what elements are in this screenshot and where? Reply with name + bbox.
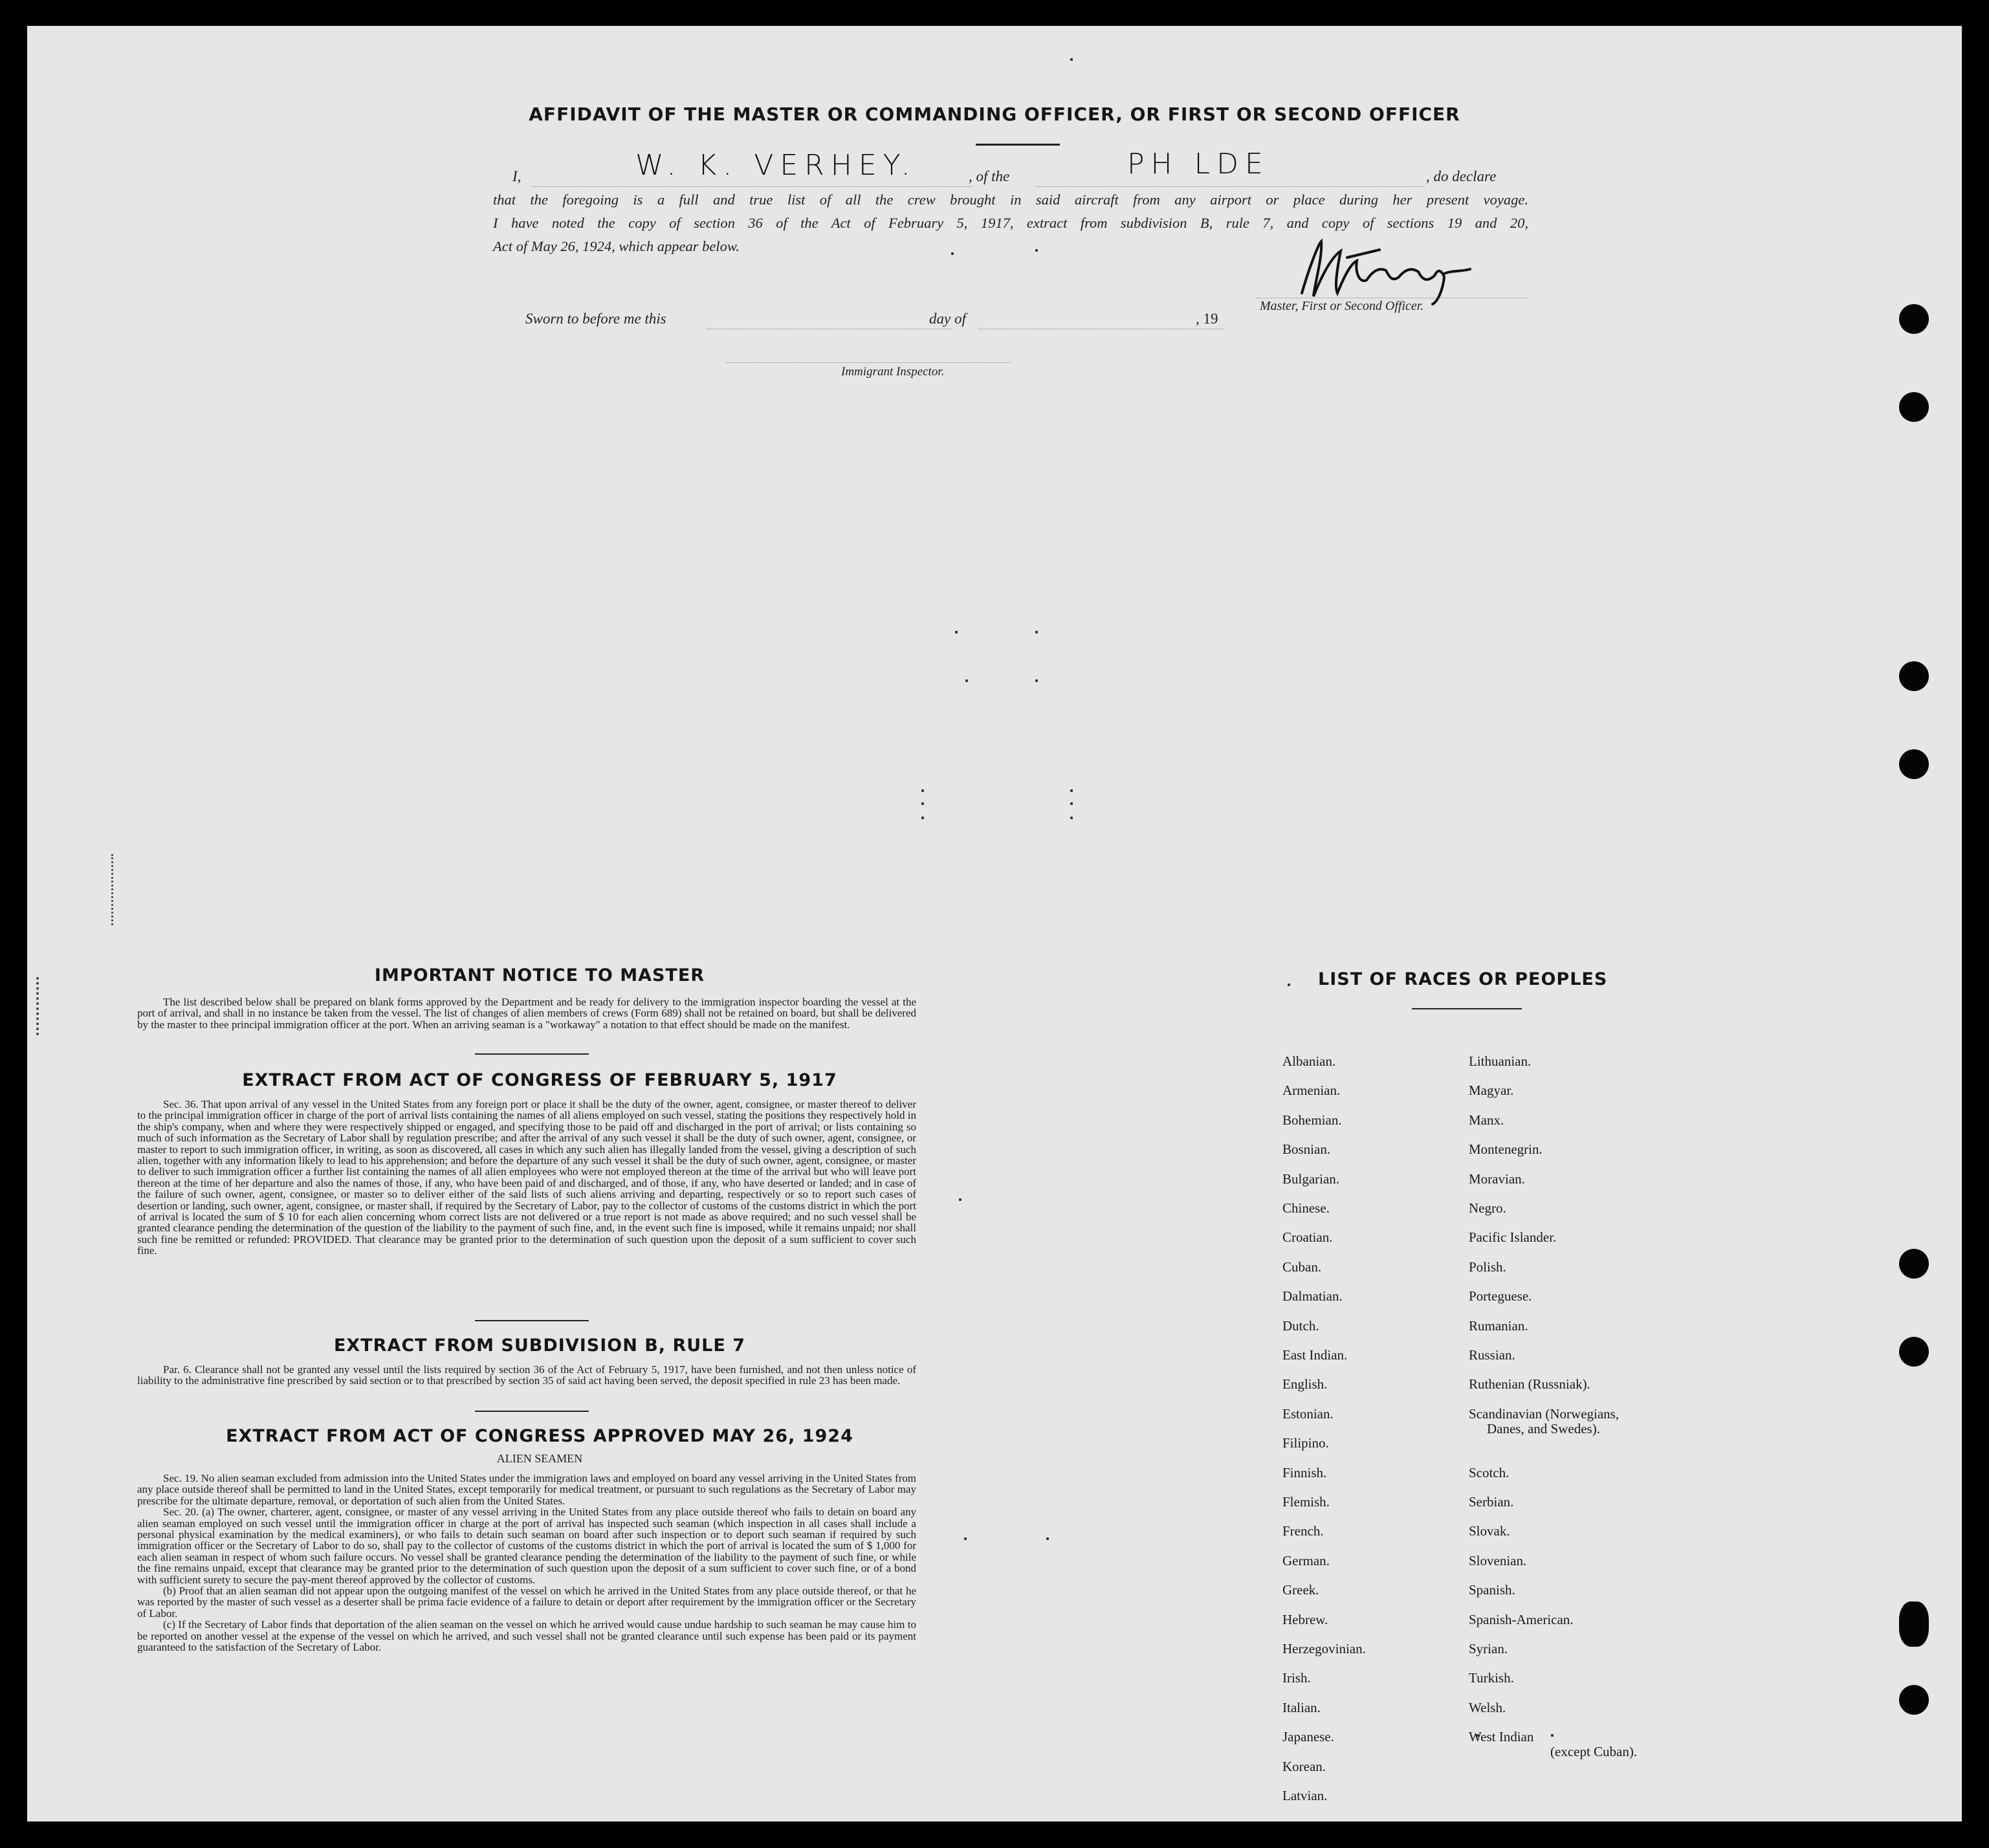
race-item: Dalmatian. (1282, 1288, 1343, 1304)
extract-1924-body (137, 1473, 916, 1653)
race-item: Dutch. (1282, 1317, 1319, 1334)
race-item: Rumanian. (1469, 1317, 1528, 1334)
speck (1070, 817, 1073, 819)
extract-1924-title: EXTRACT FROM ACT OF CONGRESS APPROVED MAY 26, 1924 (226, 1426, 853, 1446)
extract-1917-body: Sec. 36. That upon arrival of any vessel in the United States from any foreign port or place it shall be the duty of the owner, agent, consignee, or master thereof to deliver to the principal immigration officer in charge of the port of arrival lists containing the names of all aliens employed on such vessel, stating the positions they respectively hold in the ship's company, when and where they were respectively shipped or engaged, and specifying those to be paid off and discharged in the port of arrival; or lists containing so much of such information as the Secretary of Labor shall by regulation prescribe; and after the arrival of any such vessel it shall be the duty of such owner, agent, consignee, or master to report to such immigration officer, in writing, as soon as discovered, all cases in which any such alien has illegally landed from the vessel, giving a description of such alien, together with any information likely to lead to his apprehension; and before the departure of any such vessel it shall be the duty of such owner, agent, consignee, or master to deliver to such immigration officer a further list containing the names of all alien employees who were not employed thereon at the time of the arrival but who will leave port thereon at the time of her departure and also the names of those, if any, who have been paid of and discharged, and of those, if any, who have deserted or landed; and in case of the failure of such owner, agent, consignee, or master so to deliver either of the said lists of such aliens arriving and departing, respectively or so to report such cases of desertion or landing, such owner, agent, consignee, or master shall, if required by the Secretary of Labor, pay to the collector of customs of the customs district in which the port of arrival is located the sum of $ 10 for each alien concerning whom correct lists are not delivered or a true report is not made as above required; and no such vessel shall be granted clearance pending the determination of the question of the liability to the payment of such fine, and, in the event such fine is imposed, while it remains unpaid; nor shall such fine be remitted or refunded: PROVIDED. That clearance may be granted prior to the determination of such question upon the deposit of a sum sufficient to cover such fine. (137, 1098, 916, 1257)
race-item: Scandinavian (Norwegians, (1469, 1405, 1620, 1422)
alien-seamen-subtitle: ALIEN SEAMEN (496, 1452, 583, 1465)
race-item: West Indian (1469, 1729, 1534, 1745)
race-item: Filipino. (1282, 1435, 1329, 1451)
subdivision-b-divider (475, 1411, 589, 1412)
punch-hole (1899, 1249, 1929, 1279)
sec-19-paragraph: Sec. 19. No alien seaman excluded from admission into the United States under the immigration laws and employed on board any vessel arriving in the United States from any place outside thereof shall be permitted to land in the United States, except temporarily for medical treatment, or pursuant to such regulations as the Secretary of Labor may prescribe for the ultimate departure, removal, or deportation of such alien from the United States. (137, 1472, 916, 1507)
year-label: , 19 (1196, 311, 1218, 327)
race-item: Lithuanian. (1469, 1053, 1532, 1069)
speck (921, 802, 924, 805)
aircraft-line (1037, 186, 1425, 187)
race-item: Welsh. (1469, 1699, 1506, 1715)
race-item: Herzegovinian. (1282, 1641, 1366, 1656)
race-item: Armenian. (1282, 1083, 1341, 1099)
of-the-label: , of the (969, 168, 1010, 184)
speck (964, 1537, 967, 1540)
race-item: Ruthenian (Russniak). (1469, 1376, 1590, 1392)
race-item: Moravian. (1469, 1171, 1525, 1187)
speck (1046, 1537, 1049, 1540)
punch-hole (1899, 661, 1929, 691)
race-item: Spanish-American. (1469, 1611, 1574, 1627)
race-item: Polish. (1469, 1259, 1506, 1275)
speck (1070, 58, 1073, 61)
affidavit-title: AFFIDAVIT OF THE MASTER OR COMMANDING OFFICER, OR FIRST OR SECOND OFFICER (529, 104, 1460, 125)
races-divider (1412, 1008, 1522, 1009)
race-item: Croatian. (1282, 1229, 1333, 1246)
day-of-label: day of (929, 311, 966, 327)
notice-divider (475, 1053, 589, 1055)
race-item: Manx. (1469, 1112, 1504, 1128)
i-label: I, (512, 168, 522, 184)
race-item: Syrian. (1469, 1641, 1508, 1656)
race-item: Chinese. (1282, 1200, 1330, 1216)
race-item: Scotch. (1469, 1464, 1510, 1480)
speck (921, 789, 924, 792)
race-item: Greek. (1282, 1582, 1319, 1598)
race-item: Japanese. (1282, 1729, 1334, 1745)
name-line (532, 186, 972, 187)
margin-mark (36, 977, 58, 1035)
race-item: Turkish. (1469, 1670, 1514, 1686)
race-item: English. (1282, 1376, 1328, 1392)
speck (959, 1198, 962, 1201)
race-item: Pacific Islander. (1469, 1229, 1557, 1246)
speck (951, 252, 954, 255)
races-title: LIST OF RACES OR PEOPLES (1318, 969, 1608, 989)
punch-hole (1899, 392, 1929, 422)
speck (1070, 802, 1073, 805)
race-item: Irish. (1282, 1670, 1311, 1686)
margin-mark (111, 854, 117, 925)
speck (1070, 789, 1073, 792)
inspector-label: Immigrant Inspector. (841, 365, 945, 379)
punch-hole (1899, 304, 1929, 334)
punch-hole (1899, 1337, 1929, 1367)
speck (1288, 984, 1290, 986)
punch-hole (1899, 1601, 1929, 1647)
race-item: (except Cuban). (1550, 1743, 1638, 1759)
speck (955, 631, 958, 633)
race-item: Serbian. (1469, 1494, 1514, 1510)
race-item: Russian. (1469, 1347, 1515, 1363)
race-item: Estonian. (1282, 1405, 1334, 1422)
race-item: Flemish. (1282, 1494, 1330, 1510)
speck (921, 817, 924, 819)
notice-title: IMPORTANT NOTICE TO MASTER (374, 965, 705, 985)
notice-body: The list described below shall be prepared on blank forms approved by the Department and be ready for delivery to the immigration inspector boarding the vessel at the port of arrival, and shall in no instance be taken from the vessel. The list of changes of alien members of crews (Form 689) shall not be retained on board, but shall be delivered by the master to thee principal immigration officer at the port. When an arriving seaman is a "workaway" a notation to that effect should be made on the manifest. (137, 996, 916, 1031)
race-item: Negro. (1469, 1200, 1506, 1216)
subdivision-b-body: Par. 6. Clearance shall not be granted any vessel until the lists required by section 36 of the Act of February 5, 1917, have been furnished, and not then unless notice of liability to the administrative fine prescribed by said section or to that prescribed by section 35 of said act having been served, the deposit specified in rule 23 has been made. (137, 1363, 916, 1387)
race-item: East Indian. (1282, 1347, 1348, 1363)
race-item: Slovenian. (1469, 1552, 1527, 1568)
race-item: Bulgarian. (1282, 1171, 1340, 1187)
race-item: Danes, and Swedes). (1487, 1420, 1600, 1436)
do-declare-label: , do declare (1426, 168, 1497, 184)
race-item: Spanish. (1469, 1582, 1515, 1598)
race-item: Finnish. (1282, 1464, 1327, 1480)
speck (1035, 679, 1038, 682)
race-item: Bohemian. (1282, 1112, 1342, 1128)
race-item: Albanian. (1282, 1053, 1336, 1069)
race-item: Magyar. (1469, 1083, 1514, 1099)
race-item: Hebrew. (1282, 1611, 1328, 1627)
sec-20c-paragraph: (c) If the Secretary of Labor finds that deportation of the alien seaman on the vessel on which he arrived would cause undue hardship to such seaman he may cause him to be reported on another vessel at the expense of the vessel on which he arrived, and such vessel shall not be granted clearance until such expense has been paid or its payment guaranteed to the satisfaction of the Secretary of Labor. (137, 1618, 916, 1654)
master-name-handwritten: W. K. VERHEY. (635, 149, 917, 182)
punch-hole (1899, 749, 1929, 779)
signature-caption: Master, First or Second Officer. (1260, 299, 1424, 313)
title-divider (976, 144, 1060, 146)
aircraft-handwritten: PH LDE (1127, 148, 1269, 181)
sworn-label: Sworn to before me this (525, 311, 666, 327)
race-item: Bosnian. (1282, 1141, 1331, 1158)
subdivision-b-title: EXTRACT FROM SUBDIVISION B, RULE 7 (333, 1336, 746, 1356)
speck (1551, 1734, 1554, 1737)
race-item: Montenegrin. (1469, 1141, 1543, 1158)
race-item: German. (1282, 1552, 1330, 1568)
race-item: Italian. (1282, 1699, 1321, 1715)
affidavit-line-4: Act of May 26, 1924, which appear below. (493, 238, 740, 254)
speck (965, 679, 968, 682)
affidavit-line-3: I have noted the copy of section 36 of the Act of February 5, 1917, extract from subdivision B, rule 7, and copy of sections 19 and 20, (493, 215, 1528, 231)
document-page (27, 26, 1962, 1821)
race-item: Slovak. (1469, 1523, 1510, 1539)
extract-1917-divider (475, 1320, 589, 1321)
speck (1035, 249, 1038, 252)
race-item: French. (1282, 1523, 1324, 1539)
sec-20b-paragraph: (b) Proof that an alien seaman did not appear upon the outgoing manifest of the vessel on which he arrived in the United States from any place outside thereof, or that he was reported by the master of such vessel as a deserter shall be prima facie evidence of a failure to detain or deport after requirement by the immigration officer or the Secretary of Labor. (137, 1585, 916, 1620)
race-item: Latvian. (1282, 1788, 1328, 1803)
inspector-line (726, 362, 1011, 363)
race-item: Porteguese. (1469, 1288, 1532, 1304)
sec-20a-paragraph: Sec. 20. (a) The owner, charterer, agent, consignee, or master of any vessel arriving in the United States from any place outside thereof who fails to detain on board any alien seaman employed on such vessel until the immigration officer in charge at the port of arrival has inspected such seaman (which inspection in all cases shall include a personal physical examination by the medical examiners), or who fails to detain such seaman on board after such inspection or to deport such seaman if required by such immigration officer or the Secretary of Labor to do so, shall pay to the collector of customs of the customs district in which the port of arrival is located the sum of $ 1,000 for each alien seaman in respect of whom such failure occurs. No vessel shall be granted clearance pending the determination of the liability to the payment of such fine, or while the fine remains unpaid, except that clearance may be granted prior to the determination of such question upon the deposit of a sum sufficient to cover such fine, or of a bond with sufficient surety to secure the pay-ment thereof approved by the collector of customs. (137, 1506, 916, 1586)
extract-1917-title: EXTRACT FROM ACT OF CONGRESS OF FEBRUARY 5, 1917 (242, 1070, 837, 1090)
race-item: Korean. (1282, 1758, 1326, 1774)
affidavit-line-2: that the foregoing is a full and true list of all the crew brought in said aircraft from any airport or place during her present voyage. (493, 192, 1528, 208)
race-item: Cuban. (1282, 1259, 1322, 1275)
punch-hole (1899, 1685, 1929, 1715)
speck (1035, 631, 1038, 633)
